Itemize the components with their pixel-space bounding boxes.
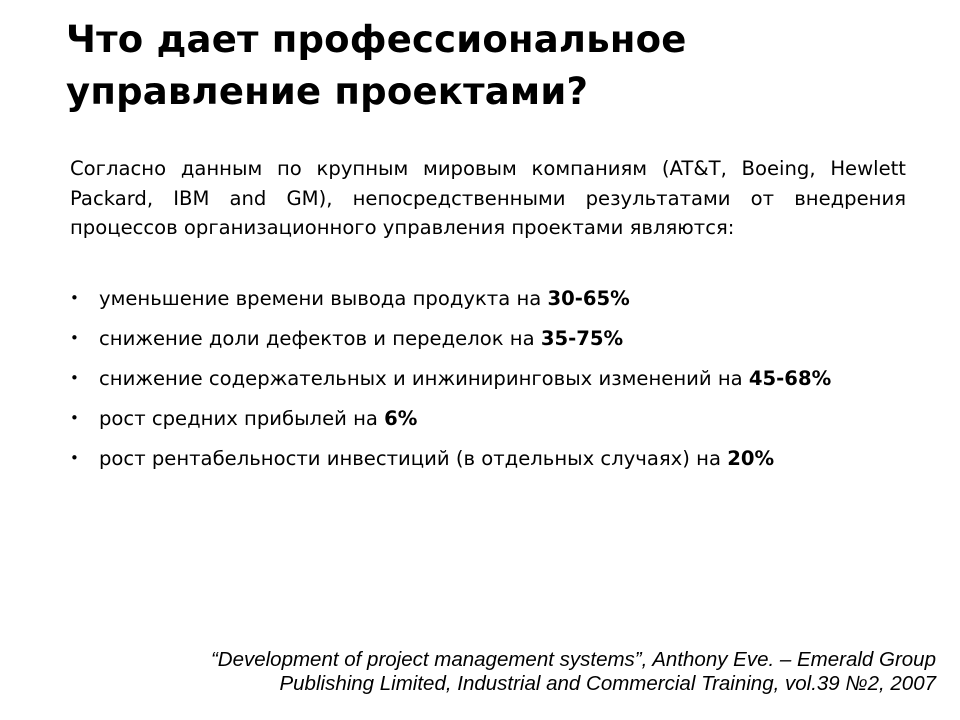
list-item-text: уменьшение времени вывода продукта на (99, 287, 548, 310)
list-item (70, 444, 906, 474)
list-item (70, 324, 906, 354)
bullet-icon: • (70, 409, 79, 427)
bullet-icon: • (70, 329, 79, 347)
results-list (70, 284, 906, 484)
list-item-text: рост рентабельности инвестиций (в отдельных случаях) на (99, 447, 728, 470)
citation-line-2: Publishing Limited, Industrial and Commercial Training, vol.39 №2, 2007 (279, 672, 936, 695)
list-item-value: 6% (384, 407, 418, 430)
slide-title: Что дает профессиональное управление проектами? (66, 18, 687, 113)
citation (56, 648, 936, 696)
bullet-icon: • (70, 289, 79, 307)
list-item-value: 35-75% (540, 327, 624, 350)
list-item-value: 45-68% (748, 367, 832, 390)
list-item (70, 404, 906, 434)
intro-paragraph: Согласно данным по крупным мировым компаниям (AT&T, Boeing, Hewlett Packard, IBM and GM), непосредственными результатами от внедрения процессов организационного управления проектами являются: (70, 157, 906, 239)
list-item-text: рост средних прибылей на (99, 407, 385, 430)
bullet-icon: • (70, 449, 79, 467)
list-item (70, 284, 906, 314)
list-item-text: снижение доли дефектов и переделок на (99, 327, 541, 350)
list-item-value: 20% (727, 447, 775, 470)
list-item-value: 30-65% (547, 287, 630, 310)
list-item (70, 364, 906, 394)
list-item-text: снижение содержательных и инжиниринговых изменений на (99, 367, 749, 390)
citation-line-1: “Development of project management systems”, Anthony Eve. – Emerald Group (210, 648, 936, 671)
bullet-icon: • (70, 369, 79, 387)
